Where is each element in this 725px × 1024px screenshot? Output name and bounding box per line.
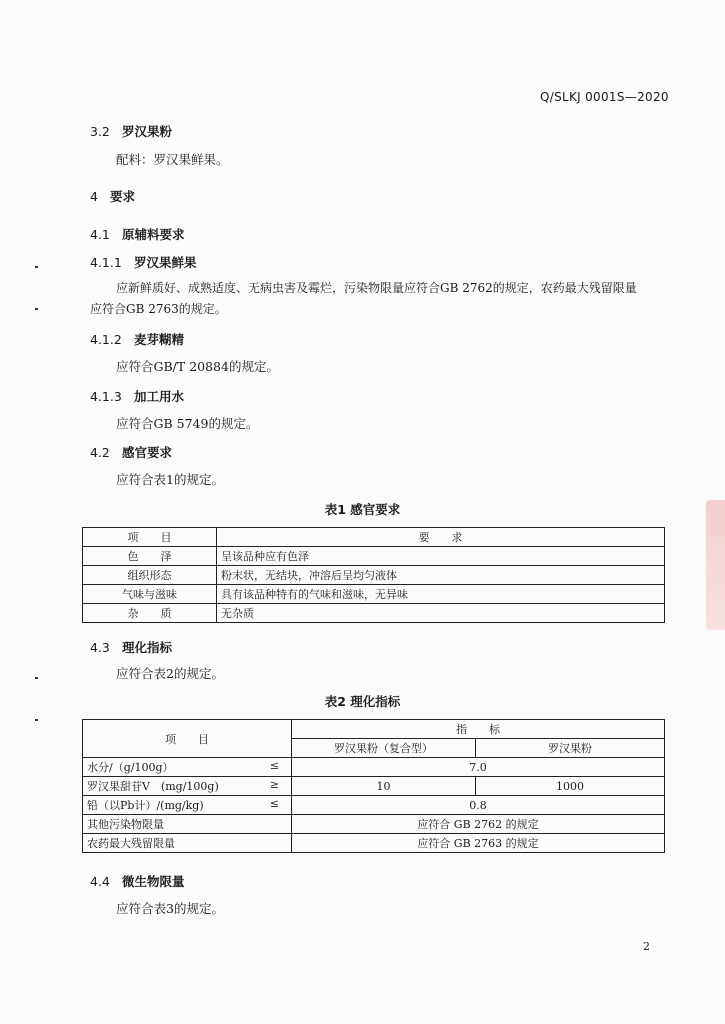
section-4-2-text: 应符合表1的规定。 xyxy=(116,472,224,487)
table1-caption: 表1 感官要求 xyxy=(324,502,401,517)
table-row xyxy=(83,796,665,815)
table1-sensory-requirements xyxy=(82,527,665,623)
section-number: 4.1 xyxy=(90,227,110,242)
table-header-cell: 罗汉果粉（复合型） xyxy=(292,739,476,758)
table-row xyxy=(83,547,665,566)
table-cell: 无杂质 xyxy=(217,604,665,623)
table-cell: 其他污染物限量 xyxy=(83,815,292,834)
section-4-1-1-text-line1: 应新鲜质好、成熟适度、无病虫害及霉烂，污染物限量应符合GB 2762的规定，农药最大残留限量 xyxy=(116,281,637,295)
scan-speck xyxy=(35,308,38,310)
table-row xyxy=(83,815,665,834)
table-cell: 0.8 xyxy=(292,796,665,815)
table-row xyxy=(83,758,665,777)
table2-caption: 表2 理化指标 xyxy=(324,694,401,709)
section-title: 罗汉果鲜果 xyxy=(134,255,197,270)
table2-physicochemical-indicators xyxy=(82,719,665,853)
table-cell: 呈该品种应有色泽 xyxy=(217,547,665,566)
section-number: 3.2 xyxy=(90,124,110,139)
section-number: 4.3 xyxy=(90,640,110,655)
table-cell: 应符合 GB 2762 的规定 xyxy=(292,815,665,834)
section-3-2-text: 配料：罗汉果鲜果。 xyxy=(116,152,229,167)
table-cell: 气味与滋味 xyxy=(83,585,217,604)
table-header-row xyxy=(83,720,665,739)
section-3-2-heading xyxy=(90,122,172,140)
table-header-cell: 罗汉果粉 xyxy=(476,739,665,758)
table-row xyxy=(83,777,665,796)
table-header-cell: 项 目 xyxy=(83,528,217,547)
table-row xyxy=(83,834,665,853)
item-label: 水分/（g/100g） xyxy=(87,761,174,774)
section-4-1-1-heading xyxy=(90,253,197,271)
section-title: 加工用水 xyxy=(134,389,185,404)
section-4-4-text: 应符合表3的规定。 xyxy=(116,901,224,916)
section-4-1-3-heading xyxy=(90,387,184,405)
table-row xyxy=(83,566,665,585)
table-header-cell: 项 目 xyxy=(83,720,292,758)
table-cell xyxy=(83,796,292,815)
comparison-symbol: ≤ xyxy=(269,759,279,772)
page-number: 2 xyxy=(643,940,650,953)
section-4-3-heading xyxy=(90,638,172,656)
table-header-row xyxy=(83,528,665,547)
table-cell: 7.0 xyxy=(292,758,665,777)
comparison-symbol: ≥ xyxy=(269,778,279,791)
scan-speck xyxy=(35,719,38,721)
table-cell: 10 xyxy=(292,777,476,796)
document-code: Q/SLKJ 0001S—2020 xyxy=(540,90,669,104)
section-number: 4.4 xyxy=(90,874,110,889)
section-number: 4.1.2 xyxy=(90,332,122,347)
table-cell: 应符合 GB 2763 的规定 xyxy=(292,834,665,853)
red-seal-stamp-fragment xyxy=(706,500,725,630)
section-4-1-1-text-line2: 应符合GB 2763的规定。 xyxy=(90,302,227,316)
section-4-2-heading xyxy=(90,443,172,461)
item-label: 罗汉果甜苷V (mg/100g) xyxy=(87,780,219,793)
section-number: 4.1.1 xyxy=(90,255,122,270)
section-title: 麦芽糊精 xyxy=(134,332,185,347)
scan-speck xyxy=(35,677,38,679)
table-cell: 具有该品种特有的气味和滋味，无异味 xyxy=(217,585,665,604)
section-4-1-3-text: 应符合GB 5749的规定。 xyxy=(116,416,259,431)
section-4-4-heading xyxy=(90,872,185,890)
section-number: 4.1.3 xyxy=(90,389,122,404)
table-row xyxy=(83,604,665,623)
table-header-cell: 要 求 xyxy=(217,528,665,547)
section-title: 微生物限量 xyxy=(122,874,185,889)
section-4-heading xyxy=(90,187,135,205)
section-number: 4 xyxy=(90,189,98,204)
section-number: 4.2 xyxy=(90,445,110,460)
section-title: 理化指标 xyxy=(122,640,173,655)
table-header-cell: 指 标 xyxy=(292,720,665,739)
section-4-1-2-heading xyxy=(90,330,184,348)
item-label: 铅（以Pb计）/(mg/kg) xyxy=(87,799,204,812)
section-4-1-heading xyxy=(90,225,185,243)
section-title: 感官要求 xyxy=(122,445,173,460)
table-cell xyxy=(83,777,292,796)
scan-speck xyxy=(35,266,38,268)
table-cell: 农药最大残留限量 xyxy=(83,834,292,853)
section-title: 罗汉果粉 xyxy=(122,124,173,139)
table-cell: 组织形态 xyxy=(83,566,217,585)
table-cell xyxy=(83,758,292,777)
section-title: 要求 xyxy=(110,189,136,204)
comparison-symbol: ≤ xyxy=(269,797,279,810)
table-cell: 杂 质 xyxy=(83,604,217,623)
table-cell: 粉末状，无结块，冲溶后呈均匀液体 xyxy=(217,566,665,585)
section-4-3-text: 应符合表2的规定。 xyxy=(116,666,224,681)
section-title: 原辅料要求 xyxy=(122,227,185,242)
section-4-1-2-text: 应符合GB/T 20884的规定。 xyxy=(116,359,279,374)
table-cell: 色 泽 xyxy=(83,547,217,566)
table-row xyxy=(83,585,665,604)
table-cell: 1000 xyxy=(476,777,665,796)
